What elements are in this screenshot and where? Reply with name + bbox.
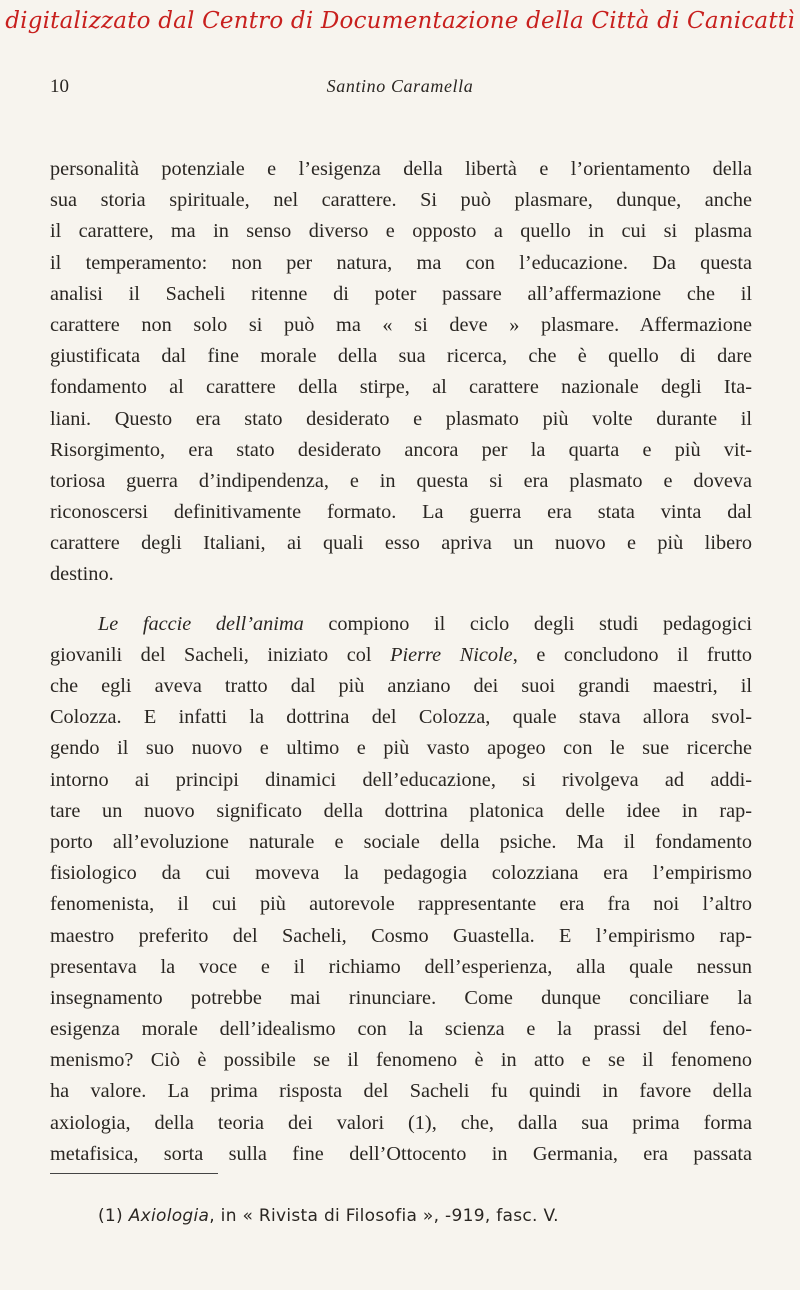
text-segment: , e concludono il frutto — [512, 643, 752, 666]
text-line: giustificata dal fine morale della sua ricerca, che è quello di dare — [50, 345, 752, 368]
text-line: porto all’evoluzione naturale e sociale della psiche. Ma il fondamento — [50, 830, 752, 853]
footnote-italic-title: Axiologia — [128, 1206, 210, 1226]
text-line: fondamento al carattere della stirpe, al carattere nazionale degli Ita- — [50, 376, 752, 399]
text-line: intorno ai principi dinamici dell’educazione, si rivolgeva ad addi- — [50, 768, 752, 791]
text-line: che egli aveva tratto dal più anziano dei suoi grandi maestri, il — [50, 675, 752, 697]
text-line: ha valore. La prima risposta del Sacheli fu quindi in favore della — [50, 1080, 752, 1103]
paragraph-2 — [50, 609, 752, 1170]
body-text — [50, 154, 752, 1170]
running-head — [50, 74, 750, 104]
text-line: tare un nuovo significato della dottrina platonica delle idee in rap- — [50, 799, 752, 822]
paragraph-1 — [50, 154, 752, 591]
footnote-rule — [50, 1173, 218, 1174]
text-line: Risorgimento, era stato desiderato ancora per la quarta e più vit- — [50, 438, 752, 461]
text-line: sua storia spirituale, nel carattere. Si può plasmare, dunque, anche — [50, 189, 752, 212]
text-line: carattere non solo si può ma « si deve » plasmare. Affermazione — [50, 313, 752, 336]
text-line: toriosa guerra d’indipendenza, e in questa si era plasmato e doveva — [50, 469, 752, 492]
text-line: axiologia, della teoria dei valori (1), che, dalla sua prima forma — [50, 1111, 752, 1134]
text-line: il carattere, ma in senso diverso e opposto a quello in cui si plasma — [50, 220, 752, 243]
text-line: menismo? Ciò è possibile se il fenomeno è in atto e se il fenomeno — [50, 1049, 752, 1072]
italic-title-pierre-nicole: Pierre Nicole — [390, 643, 513, 666]
paragraph-gap — [50, 591, 752, 609]
text-segment: compiono il ciclo degli studi pedagogici — [303, 612, 752, 635]
text-line: presentava la voce e il richiamo dell’esperienza, alla quale nessun — [50, 955, 752, 978]
text-line: fenomenista, il cui più autorevole rappresentante era fra noi l’altro — [50, 893, 752, 916]
text-line: carattere degli Italiani, ai quali esso apriva un nuovo e più libero — [50, 532, 752, 555]
text-line: Colozza. E infatti la dottrina del Colozza, quale stava allora svol- — [50, 706, 752, 729]
watermark-text: digitalizzato dal Centro di Documentazione della Città di Canicattì — [5, 8, 795, 34]
running-title: Santino Caramella — [326, 76, 474, 96]
text-line: analisi il Sacheli ritenne di poter passare all’affermazione che il — [50, 282, 752, 305]
page-number: 10 — [50, 76, 69, 97]
text-line — [50, 609, 752, 640]
text-line: personalità potenziale e l’esigenza della libertà e l’orientamento della — [50, 158, 752, 180]
text-line: il temperamento: non per natura, ma con l’educazione. Da questa — [50, 251, 752, 274]
text-line: riconoscersi definitivamente formato. La guerra era stata vinta dal — [50, 501, 752, 524]
text-line: fisiologico da cui moveva la pedagogia colozziana era l’empirismo — [50, 862, 752, 885]
text-line: maestro preferito del Sacheli, Cosmo Guastella. E l’empirismo rap- — [50, 924, 752, 947]
text-line — [50, 640, 752, 671]
footnote — [98, 1206, 559, 1226]
italic-title-le-faccie: Le faccie dell’anima — [98, 612, 304, 635]
text-line: destino. — [50, 563, 114, 586]
footnote-text: , in « Rivista di Filosofia », -919, fasc. V. — [209, 1206, 559, 1226]
footnote-marker: (1) — [98, 1206, 129, 1226]
text-line: metafisica, sorta sulla fine dell’Ottocento in Germania, era passata — [50, 1142, 752, 1165]
text-line: insegnamento potrebbe mai rinunciare. Come dunque conciliare la — [50, 986, 752, 1009]
text-line: gendo il suo nuovo e ultimo e più vasto apogeo con le sue ricerche — [50, 737, 752, 760]
text-line: esigenza morale dell’idealismo con la scienza e la prassi del feno- — [50, 1018, 752, 1041]
text-line: liani. Questo era stato desiderato e plasmato più volte durante il — [50, 407, 752, 430]
text-segment: giovanili del Sacheli, iniziato col — [50, 643, 391, 666]
